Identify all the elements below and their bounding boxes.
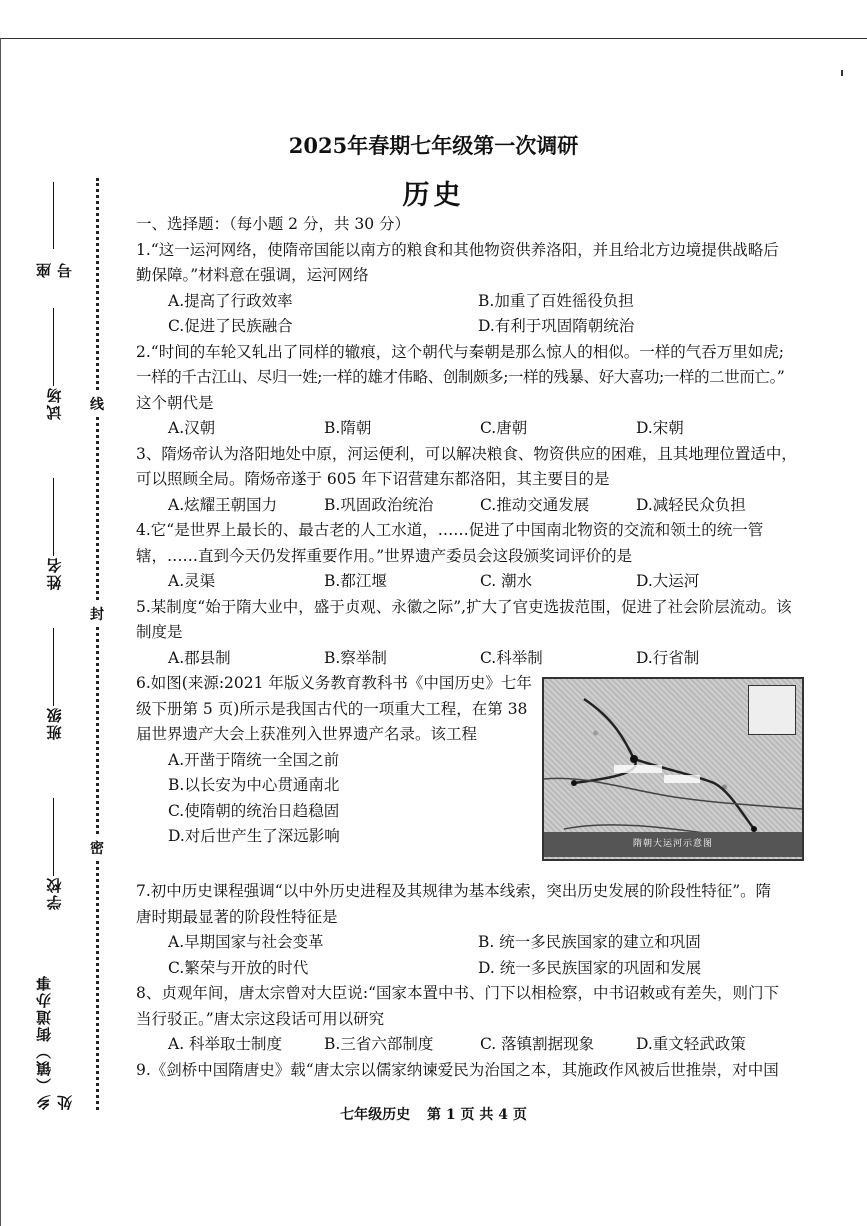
seal-dotted-line: [96, 178, 99, 1110]
question-text: 1.“这一运河网络，使隋帝国能以南方的粮食和其他物资供养洛阳，并且给北方边境提供战略后: [136, 240, 779, 259]
option-d[interactable]: D.宋朝: [636, 419, 684, 437]
option-b[interactable]: B.以长安为中心贯通南北: [168, 776, 340, 794]
town-label: 乡（镇）街道办事处: [35, 974, 74, 1110]
option-a[interactable]: A.郡县制: [168, 648, 231, 667]
question-text: 7.初中历史课程强调“以中外历史进程及其规律为基本线索，突出历史发展的阶段性特征”。隋: [136, 882, 772, 900]
page-footer: [0, 1104, 867, 1124]
options-row: [136, 930, 806, 956]
name-label: 姓名: [45, 556, 64, 590]
question-text: 制度是: [136, 623, 183, 641]
option-a[interactable]: A.灵渠: [168, 572, 216, 590]
question-6-text: [136, 671, 536, 850]
grand-canal-map: [542, 677, 804, 861]
seal-char-seal: 封: [90, 602, 104, 626]
school-blank[interactable]: [54, 798, 55, 876]
name-field: [38, 440, 70, 590]
option-d[interactable]: D.大运河: [636, 572, 700, 590]
exam-title: 2025年春期七年级第一次调研: [288, 133, 579, 158]
footer-subject: 七年级历史: [340, 1107, 411, 1123]
section-heading: 一、选择题：（每小题 2 分，共 30 分）: [136, 215, 411, 233]
option-c[interactable]: C.科举制: [480, 648, 543, 667]
school-label: 学校: [45, 876, 64, 910]
question-text: 勤保障。”材料意在强调，运河网络: [136, 266, 369, 284]
scan-mark: [841, 70, 843, 76]
option-b[interactable]: B.三省六部制度: [324, 1035, 434, 1053]
question-3: [136, 442, 806, 519]
seat-label: 座号: [35, 261, 74, 278]
subject-title: 历史: [402, 180, 465, 211]
options-row: [136, 493, 806, 519]
question-9: [136, 1058, 806, 1084]
question-text: 6.如图(来源:2021 年版义务教育教科书《中国历史》七年: [136, 674, 532, 692]
question-text: 辖，……直到今天仍发挥重要作用。”世界遗产委员会这段颁奖词评价的是: [136, 546, 633, 565]
options-row: [136, 956, 806, 982]
options-row: [136, 416, 806, 442]
option-d[interactable]: D.减轻民众负担: [636, 495, 746, 514]
question-text: 3、隋炀帝认为洛阳地处中原，河运便利，可以解决粮食、物资供应的困难，且其地理位置适中，: [136, 444, 797, 463]
option-c[interactable]: C.繁荣与开放的时代: [168, 958, 309, 977]
question-2: [136, 340, 806, 442]
options-row: [136, 289, 806, 315]
question-text: 2.“时间的车轮又轧出了同样的辙痕，这个朝代与秦朝是那么惊人的相似。一样的气吞万里如虎;: [136, 342, 784, 361]
question-text: 届世界遗产大会上获准列入世界遗产名录。该工程: [136, 725, 478, 743]
name-blank[interactable]: [54, 478, 55, 556]
option-d[interactable]: D.重文轻武政策: [636, 1035, 746, 1053]
question-text: 一样的千古江山、尽归一姓;一样的雄才伟略、创制颇多;一样的残暴、好大喜功;一样的二世而亡。”: [136, 368, 785, 386]
option-a[interactable]: A.提高了行政效率: [168, 291, 293, 310]
option-a[interactable]: A.炫耀王朝国力: [168, 495, 278, 514]
option-d[interactable]: D.有利于巩固隋朝统治: [478, 317, 635, 335]
option-c[interactable]: C. 潮水: [480, 572, 533, 590]
options-row: [136, 569, 806, 595]
question-4: [136, 518, 806, 595]
option-b[interactable]: B.加重了百姓徭役负担: [478, 291, 634, 310]
seal-char-line: 线: [90, 392, 104, 416]
footer-page: 第 1 页 共 4 页: [427, 1107, 527, 1123]
room-label: 试场: [45, 386, 64, 420]
option-c[interactable]: C. 落镇割据现象: [480, 1035, 595, 1053]
option-c[interactable]: C.使隋朝的统治日趋稳固: [168, 801, 340, 820]
option-b[interactable]: B.都江堰: [324, 572, 387, 590]
school-field: [38, 760, 70, 910]
option-d[interactable]: D.对后世产生了深远影响: [168, 827, 340, 845]
options-row: [136, 314, 806, 340]
question-text: 9.《剑桥中国隋唐史》载“唐太宗以儒家纳谏爱民为治国之本，其施政作风被后世推崇，对中国: [136, 1060, 779, 1079]
town-field: [35, 958, 74, 1110]
option-c[interactable]: C.促进了民族融合: [168, 317, 293, 335]
question-8: [136, 981, 806, 1058]
option-b[interactable]: B.隋朝: [324, 419, 372, 437]
options-row: [136, 1032, 806, 1058]
option-b[interactable]: B. 统一多民族国家的建立和巩固: [478, 933, 701, 951]
class-field: [38, 600, 70, 740]
question-7: [136, 879, 806, 981]
class-label: 班级: [45, 706, 64, 740]
question-6: [136, 671, 806, 851]
seal-char-secret: 密: [90, 836, 104, 860]
left-border: [0, 38, 1, 1226]
option-a[interactable]: A.汉朝: [168, 419, 216, 437]
question-text: 可以照顾全局。隋炀帝遂于 605 年下诏营建东都洛阳，其主要目的是: [136, 470, 610, 488]
question-text: 这个朝代是: [136, 393, 214, 412]
class-blank[interactable]: [54, 628, 55, 706]
question-text: 8、贞观年间，唐太宗曾对大臣说:“国家本置中书、门下以相检察，中书诏敕或有差失，则门下: [136, 984, 780, 1002]
option-b[interactable]: B.察举制: [324, 648, 387, 667]
question-text: 4.它“是世界上最长的、最古老的人工水道，……促进了中国南北物资的交流和领土的统一管: [136, 521, 764, 539]
option-a[interactable]: A.早期国家与社会变革: [168, 933, 324, 951]
option-a[interactable]: A. 科举取士制度: [168, 1035, 283, 1053]
room-blank[interactable]: [54, 308, 55, 386]
options-row: [136, 646, 806, 672]
question-text: 唐时期最显著的阶段性特征是: [136, 907, 338, 926]
option-c[interactable]: C.唐朝: [480, 419, 528, 437]
option-d[interactable]: D.行省制: [636, 648, 700, 667]
question-text: 当行驳正。”唐太宗这段话可用以研究: [136, 1009, 385, 1028]
top-border: [0, 38, 867, 39]
map-legend: [748, 685, 796, 735]
map-caption: 隋朝大运河示意图: [544, 832, 802, 858]
question-text: 5.某制度“始于隋大业中，盛于贞观、永徽之际”,扩大了官吏选拔范围，促进了社会阶层流动。该: [136, 597, 792, 616]
room-field: [38, 290, 70, 420]
option-c[interactable]: C.推动交通发展: [480, 495, 590, 514]
question-5: [136, 595, 806, 672]
question-area: [136, 212, 806, 1083]
question-text: 级下册第 5 页)所示是我国古代的一项重大工程，在第 38: [136, 699, 528, 718]
question-1: [136, 238, 806, 340]
option-a[interactable]: A.开凿于隋统一全国之前: [168, 750, 340, 769]
option-d[interactable]: D. 统一多民族国家的巩固和发展: [478, 958, 702, 977]
option-b[interactable]: B.巩固政治统治: [324, 495, 434, 514]
